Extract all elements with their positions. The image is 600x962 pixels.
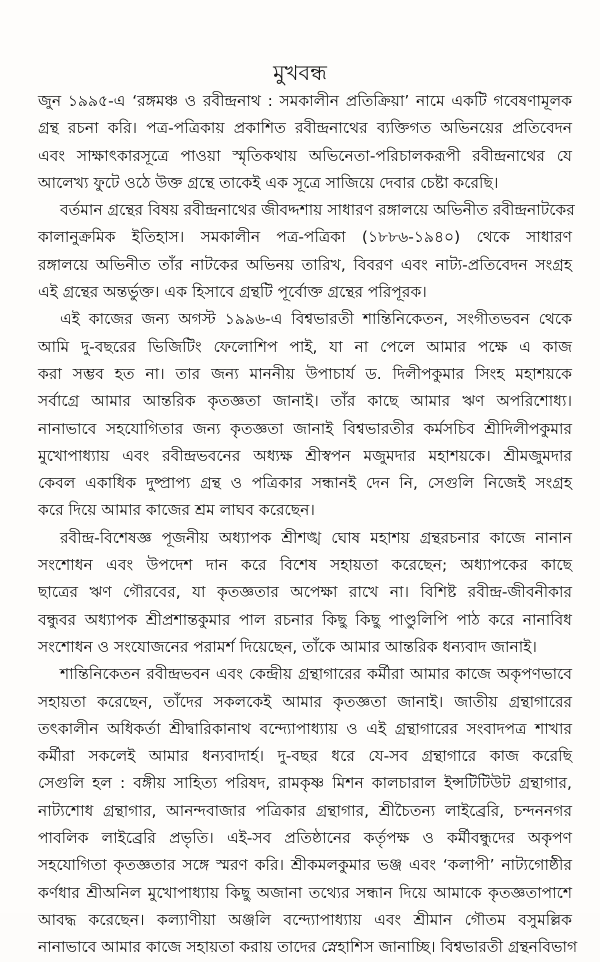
text-line: এবং সাক্ষাৎকারসূত্রে পাওয়া স্মৃতিকথায় অভিনেতা-পরিচালকরূপী রবীন্দ্রনাথের যে	[38, 146, 572, 165]
text-line: ছাত্রের ঋণ গৌরবের, যা কৃতজ্ঞতার অপেক্ষা রাখে না। বিশিষ্ট রবীন্দ্র-জীবনীকার	[38, 583, 572, 602]
text-line: সর্বাগ্রে আমার আন্তরিক কৃতজ্ঞতা জানাই। তাঁর কাছে আমার ঋণ অপরিশোধ্য।	[38, 392, 572, 411]
text-line: সহায়তা করেছেন, তাঁদের সকলকেই আমার কৃতজ্ঞতা জানাই। জাতীয় গ্রন্থাগারের	[38, 692, 572, 711]
text-line: এই কাজের জন্য অগস্ট ১৯৯৬-এ বিশ্বভারতী শান্তিনিকেতন, সংগীতভবন থেকে	[60, 310, 572, 329]
text-line: বন্ধুবর অধ্যাপক শ্রীপ্রশান্তকুমার পাল রচনার কিছু কিছু পাণ্ডুলিপি পাঠ করে নানাবিধ	[38, 610, 572, 629]
paragraph-2	[38, 197, 575, 306]
text-line: সংশোধন এবং উপদেশ দান করে বিশেষ সহায়তা করেছেন; অধ্যাপকের কাছে	[38, 556, 572, 575]
paragraph-4	[38, 525, 572, 661]
text-line: সহযোগিতা কৃতজ্ঞতার সঙ্গে স্মরণ করি। শ্রীকমলকুমার ভঞ্জ এবং ‘কলাপী’ নাট্যগোষ্ঠীর	[38, 856, 572, 875]
text-line: করা সম্ভব হত না। তার জন্য মাননীয় উপাচার্য ড. দিলীপকুমার সিংহ মহাশয়কে	[38, 364, 572, 383]
text-line: রঙ্গালয়ে অভিনীত তাঁর নাটকের অভিনয় তারিখ, বিবরণ এবং নাট্য-প্রতিবেদন সংগ্রহ	[38, 255, 572, 274]
text-line: আমি দু-বছরের ভিজিটিং ফেলোশিপ পাই, যা না পেলে আমার পক্ষে এ কাজ	[38, 337, 572, 356]
text-line: নানাভাবে সহযোগিতার জন্য কৃতজ্ঞতা জানাই বিশ্বভারতীর কর্মসচিব শ্রীদিলীপকুমার	[38, 419, 572, 438]
paragraph-1	[38, 88, 572, 197]
text-line: কেবল একাধিক দুষ্প্রাপ্য গ্রন্থ ও পত্রিকার সন্ধানই দেন নি, সেগুলি নিজেই সংগ্রহ	[38, 474, 572, 493]
text-line: সেগুলি হল : বঙ্গীয় সাহিত্য পরিষদ, রামকৃষ্ণ মিশন কালচারাল ইন্সটিটিউট গ্রন্থাগার,	[38, 774, 572, 793]
text-line: কর্মীরা সকলেই আমার ধন্যবাদার্হ। দু-বছর ধরে যে-সব গ্রন্থাগারে কাজ করেছি	[38, 747, 572, 766]
text-line: নাট্যশোধ গ্রন্থাগার, আনন্দবাজার পত্রিকার গ্রন্থাগার, শ্রীচৈতন্য লাইব্রেরি, চন্দননগর	[38, 801, 572, 820]
text-line: আবদ্ধ করেছেন। কল্যাণীয়া অঞ্জলি বন্দ্যোপাধ্যায় এবং শ্রীমান গৌতম বসুমল্লিক	[38, 910, 572, 929]
text-line: করে দিয়ে আমার কাজের শ্রম লাঘব করেছেন।	[38, 501, 315, 520]
text-line: জুন ১৯৯৫-এ ‘রঙ্গমঞ্চ ও রবীন্দ্রনাথ : সমকালীন প্রতিক্রিয়া’ নামে একটি গবেষণামূলক	[38, 92, 572, 110]
text-line: শান্তিনিকেতন রবীন্দ্রভবন এবং কেন্দ্রীয় গ্রন্থাগারের কর্মীরা আমার কাজে অকৃপণভাবে	[60, 665, 572, 684]
page-title: মুখবন্ধ	[273, 61, 327, 85]
text-line: কর্ণধার শ্রীঅনিল মুখোপাধ্যায় কিছু অজানা তথ্যের সন্ধান দিয়ে আমাকে কৃতজ্ঞতাপাশে	[38, 883, 572, 902]
text-line: বর্তমান গ্রন্থের বিষয় রবীন্দ্রনাথের জীবদ্দশায় সাধারণ রঙ্গালয়ে অভিনীত রবীন্দ্রনাটকের	[60, 201, 575, 220]
text-line: আলেখ্য ফুটে ওঠে উক্ত গ্রন্থে তাকেই এক সূত্রে সাজিয়ে দেবার চেষ্টা করেছি।	[38, 173, 499, 192]
text-line: মুখোপাধ্যায় এবং রবীন্দ্রভবনের অধ্যক্ষ শ্রীস্বপন মজুমদার মহাশয়কে। শ্রীমজুমদার	[38, 446, 572, 465]
text-line: রবীন্দ্র-বিশেষজ্ঞ পূজনীয় অধ্যাপক শ্রীশঙ্খ ঘোষ মহাশয় গ্রন্থরচনার কাজে নানান	[60, 528, 572, 547]
paragraph-5	[38, 661, 578, 961]
preface-body	[38, 88, 578, 962]
paragraph-3	[38, 306, 572, 524]
text-line: তৎকালীন অধিকর্তা শ্রীদ্বারিকানাথ বন্দ্যোপাধ্যায় ও এই গ্রন্থাগারের সংবাদপত্র শাখার	[38, 719, 572, 738]
text-line: গ্রন্থ রচনা করি। পত্র-পত্রিকায় প্রকাশিত রবীন্দ্রনাথের ব্যক্তিগত অভিনয়ের প্রতিবেদন	[38, 119, 572, 138]
text-line: পাবলিক লাইব্রেরি প্রভৃতি। এই-সব প্রতিষ্ঠানের কর্তৃপক্ষ ও কর্মীবন্ধুদের অকৃপণ	[38, 829, 572, 848]
text-line: সংশোধন ও সংযোজনের পরামর্শ দিয়েছেন, তাঁকে আমার আন্তরিক ধন্যবাদ জানাই।	[38, 637, 537, 656]
text-line: নানাভাবে আমার কাজে সহায়তা করায় তাদের স্নেহাশিস জানাচ্ছি। বিশ্বভারতী গ্রন্থনবিভাগ	[38, 938, 578, 957]
text-line: কালানুক্রমিক ইতিহাস। সমকালীন পত্র-পত্রিকা (১৮৮৬-১৯৪০) থেকে সাধারণ	[38, 228, 572, 247]
text-line: এই গ্রন্থের অন্তর্ভুক্ত। এক হিসাবে গ্রন্থটি পূর্বোক্ত গ্রন্থের পরিপূরক।	[38, 283, 427, 302]
